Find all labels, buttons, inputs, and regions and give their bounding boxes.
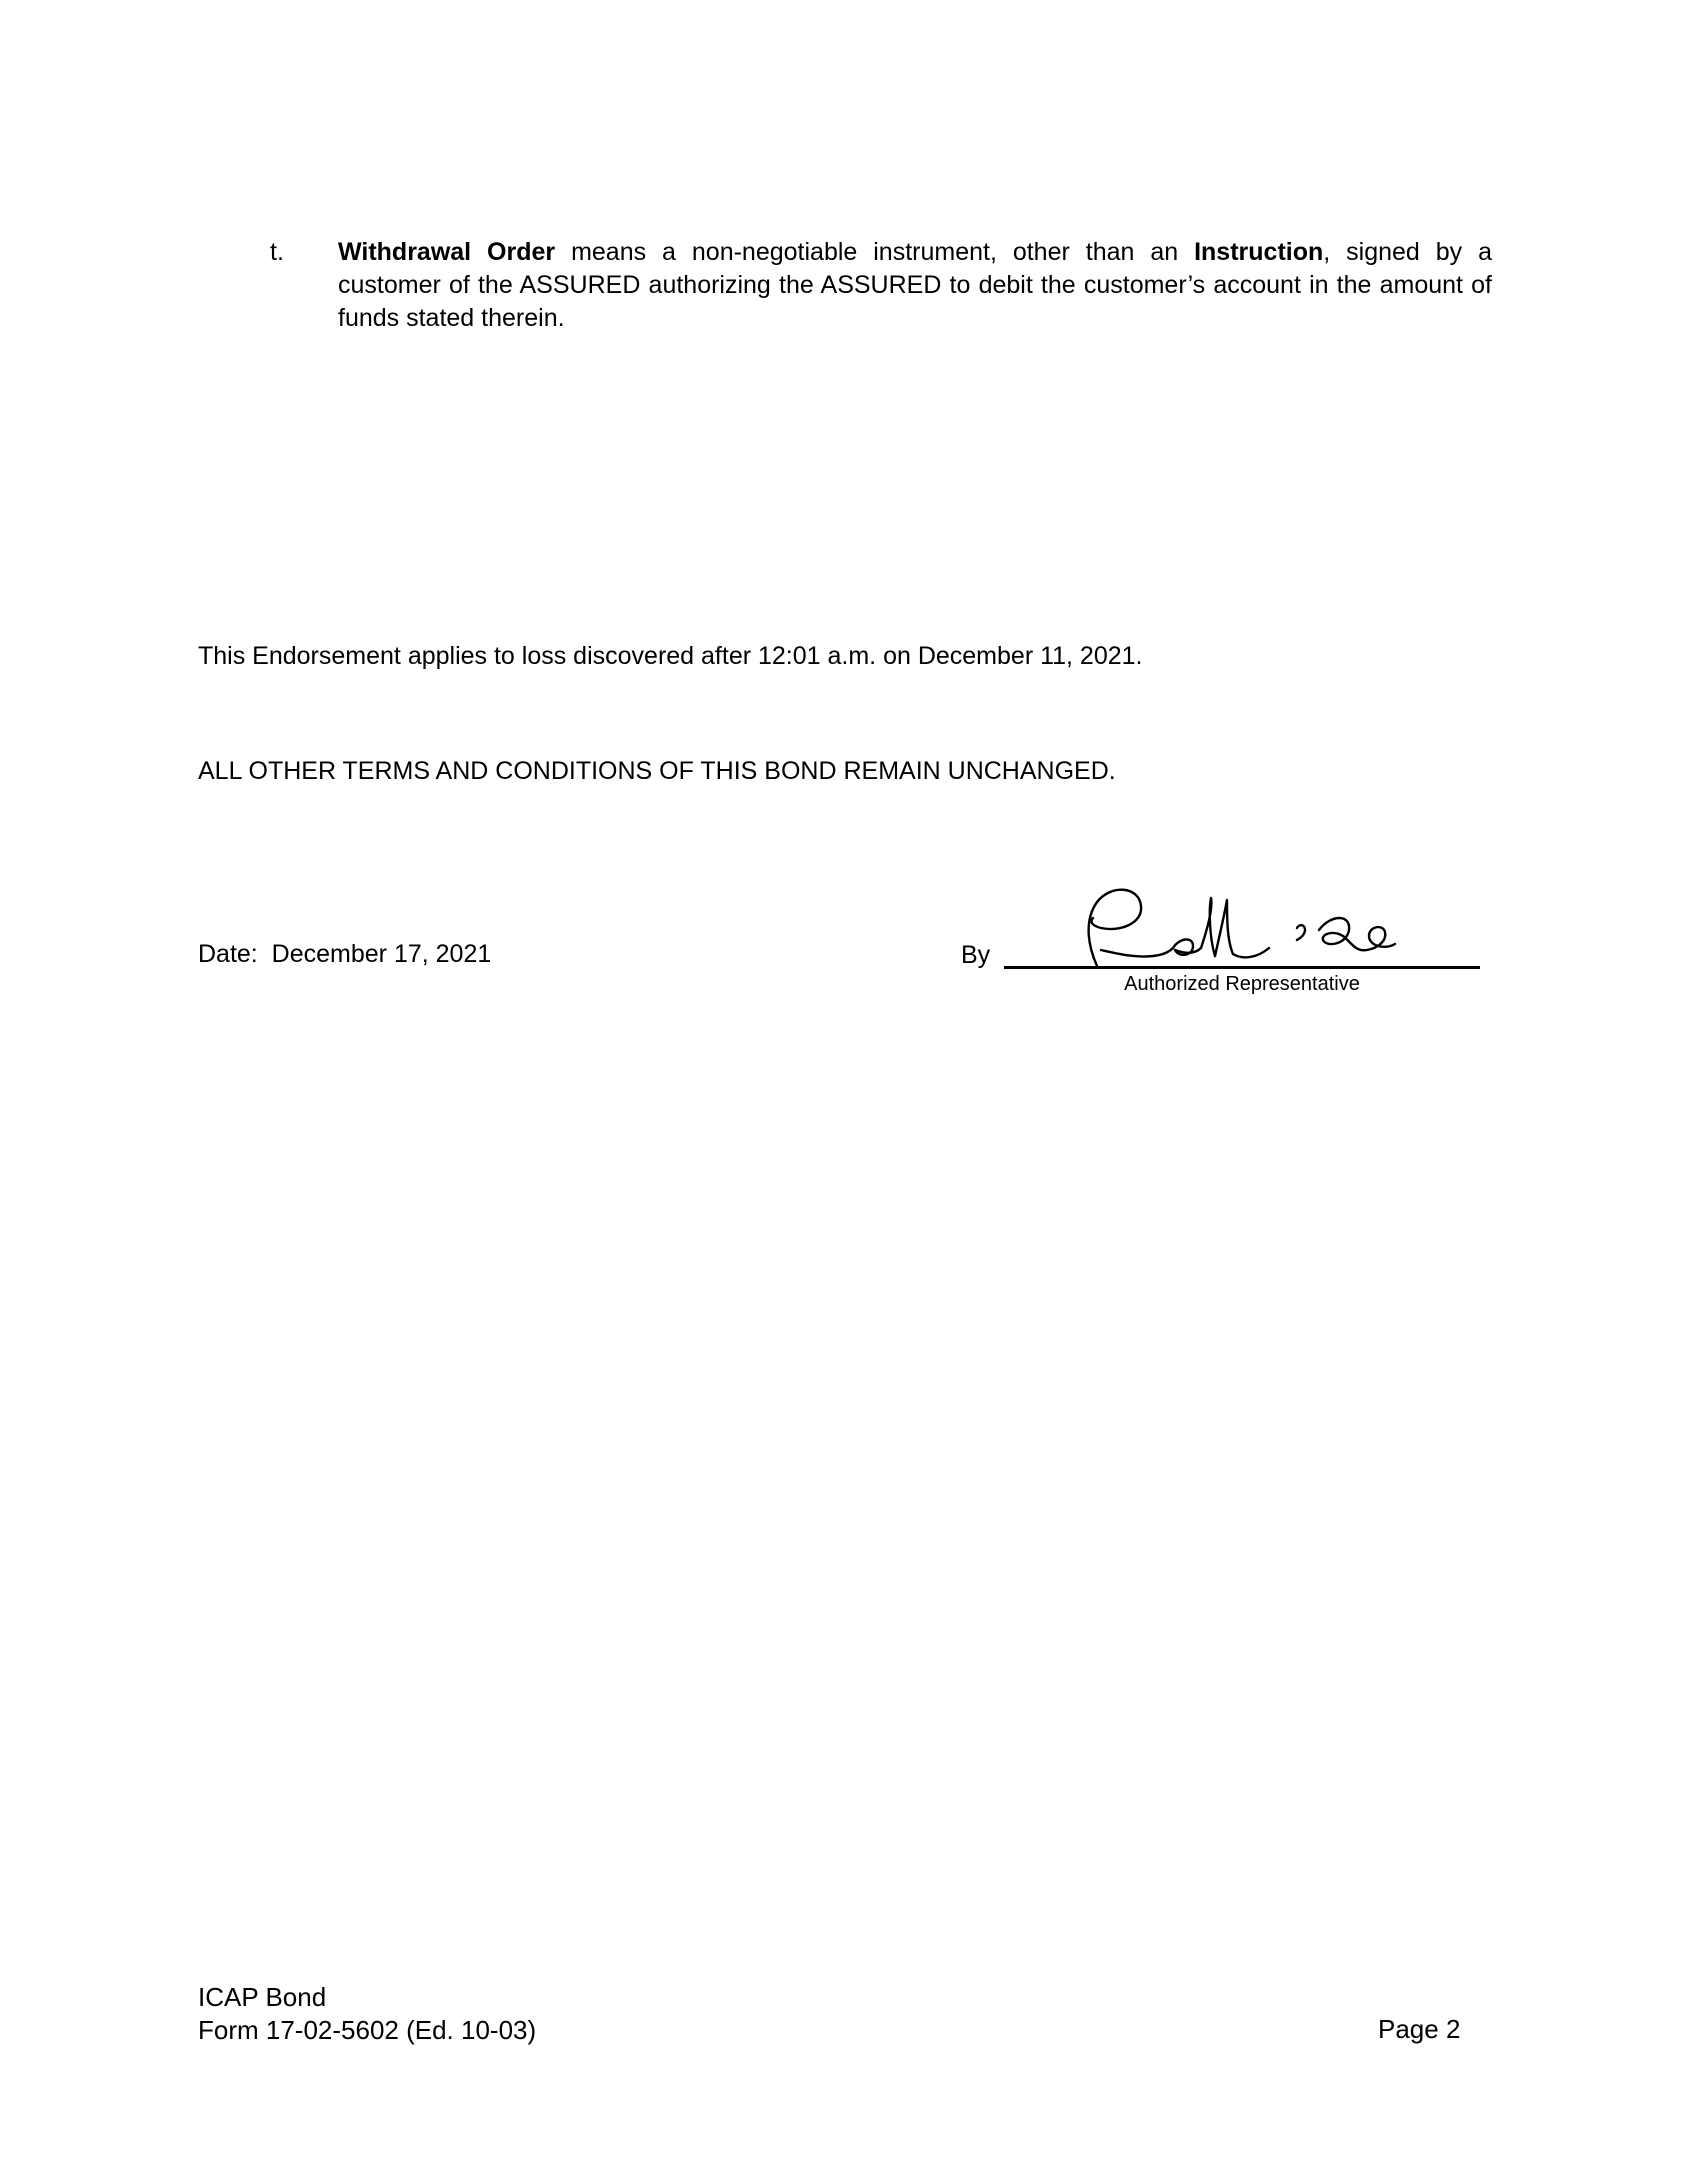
definition-text-part-2: , signed by a customer of the ASSURED authorizing the ASSURED to debit the customer’s account in the amount of funds stated therein. — [338, 238, 1492, 332]
footer-bond-name: ICAP Bond — [198, 1982, 327, 2012]
signature-caption: Authorized Representative — [1124, 973, 1360, 995]
page-number: Page 2 — [1378, 2014, 1461, 2044]
footer-form-number: Form 17-02-5602 (Ed. 10-03) — [198, 2015, 537, 2045]
endorsement-statement: This Endorsement applies to loss discovered after 12:01 a.m. on December 11, 2021. — [198, 642, 1143, 670]
signature-line — [1004, 966, 1480, 969]
unchanged-statement: ALL OTHER TERMS AND CONDITIONS OF THIS BOND REMAIN UNCHANGED. — [198, 757, 1116, 785]
handwritten-signature — [1075, 878, 1415, 974]
definition-text — [338, 236, 1492, 335]
definition-term: Withdrawal Order — [338, 238, 556, 266]
instruction-term: Instruction — [1194, 238, 1324, 266]
date-label: Date: — [198, 940, 258, 968]
by-label: By — [961, 941, 991, 969]
definition-text-part-1: means a non-negotiable instrument, other than an — [555, 238, 1195, 266]
footer-form-info — [198, 1981, 536, 2047]
date-line — [198, 938, 491, 971]
date-value: December 17, 2021 — [271, 940, 492, 968]
definition-letter: t. — [270, 238, 284, 266]
